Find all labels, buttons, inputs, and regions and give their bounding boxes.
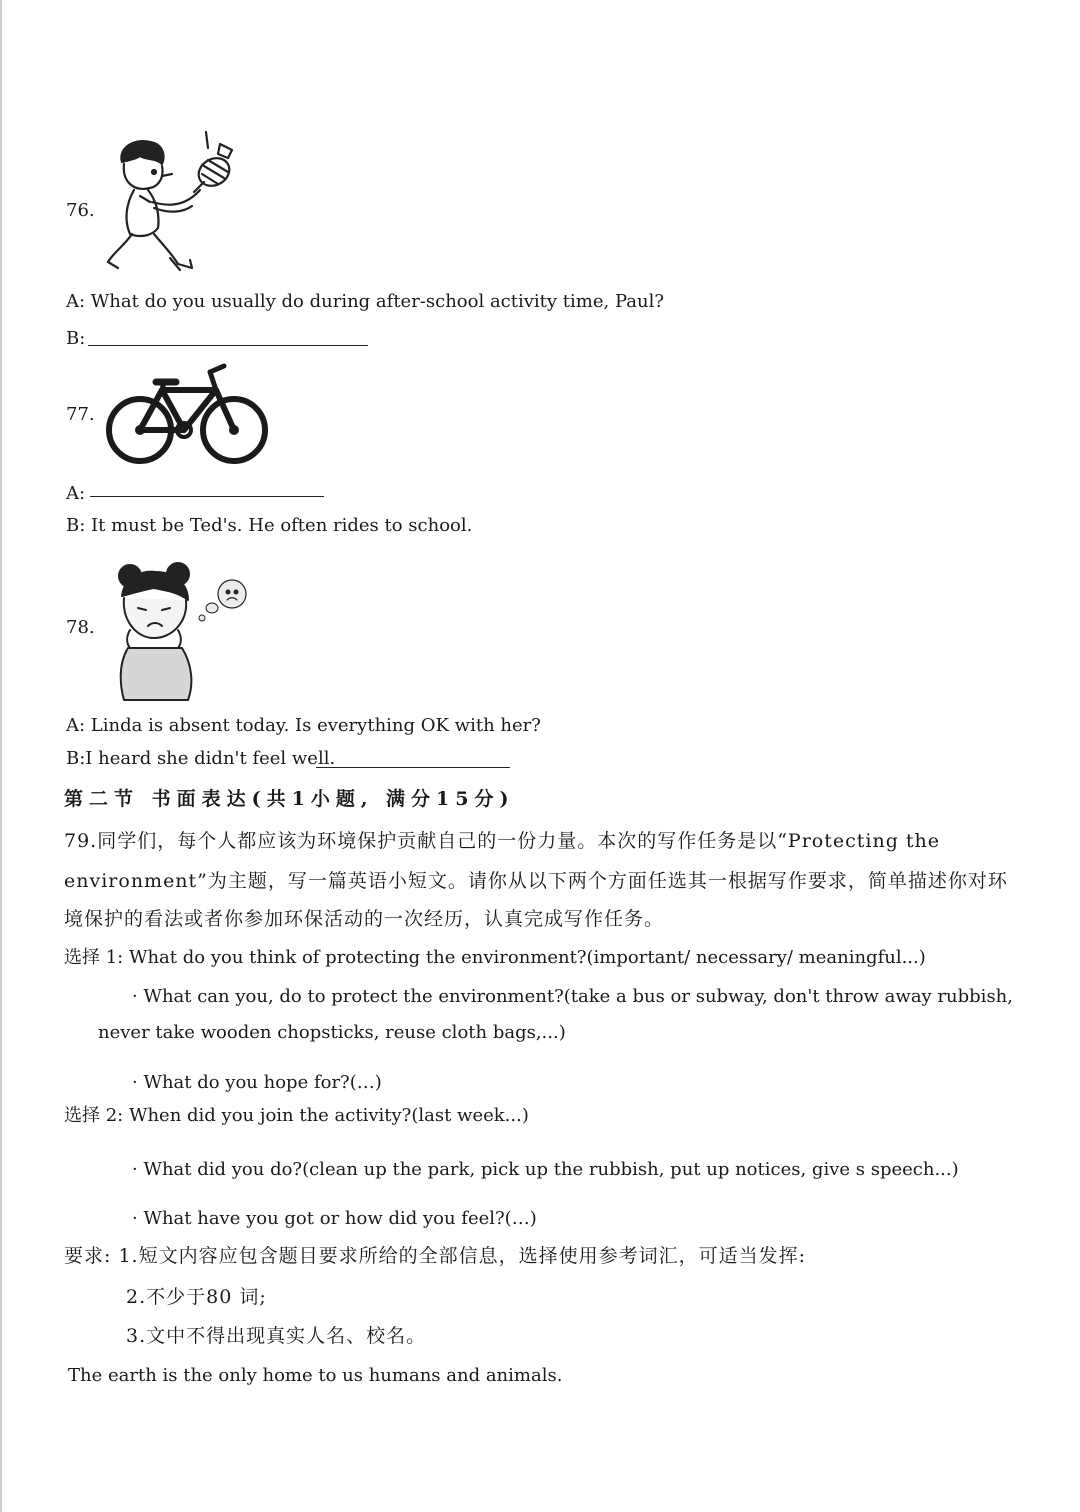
boy-playing-badminton-illustration <box>100 130 240 275</box>
choice-1-bullet-3: · What do you hope for?(…) <box>132 1072 382 1093</box>
page-edge <box>0 0 2 1512</box>
opening-sentence: The earth is the only home to us humans and animals. <box>68 1365 563 1386</box>
question-76-b-label: B: <box>66 328 86 349</box>
choice-1-bullet-2b: never take wooden chopsticks, reuse cloth bags,...) <box>98 1022 566 1043</box>
question-76-number: 76. <box>66 200 95 221</box>
question-77-a-label: A: <box>66 483 86 504</box>
question-78-b-line: B:I heard she didn't feel well. <box>66 748 336 769</box>
question-78-answer-blank[interactable] <box>316 749 510 768</box>
choice-1-bullet-2a: · What can you, do to protect the environment?(take a bus or subway, don't throw away rubbish, <box>132 986 1013 1007</box>
question-78-number: 78. <box>66 617 95 638</box>
bicycle-illustration <box>104 360 270 466</box>
choice-2-bullet-3: · What have you got or how did you feel?(…) <box>132 1208 537 1229</box>
requirement-1: 要求: 1.短文内容应包含题目要求所给的全部信息，选择使用参考词汇，可适当发挥: <box>64 1245 806 1267</box>
question-77-b-line: B: It must be Ted's. He often rides to school. <box>66 515 473 536</box>
question-76-answer-blank[interactable] <box>88 327 368 346</box>
sick-girl-illustration <box>108 560 254 704</box>
choice-1-heading: 选择 1: What do you think of protecting the environment?(important/ necessary/ meaningful...) <box>64 947 926 968</box>
question-78-a-line: A: Linda is absent today. Is everything OK with her? <box>66 715 541 736</box>
question-77-answer-blank[interactable] <box>90 478 324 497</box>
choice-2-heading: 选择 2: When did you join the activity?(last week...) <box>64 1105 529 1126</box>
section-heading: 第二节 书面表达(共1小题, 满分15分) <box>64 788 515 810</box>
question-79-line-2: environment”为主题，写一篇英语小短文。请你从以下两个方面任选其一根据写作要求，简单描述你对环 <box>64 870 1008 892</box>
requirement-3: 3.文中不得出现真实人名、校名。 <box>126 1325 427 1347</box>
question-79-line-3: 境保护的看法或者你参加环保活动的一次经历，认真完成写作任务。 <box>64 908 665 930</box>
question-77-number: 77. <box>66 404 95 425</box>
question-79-line-1: 79.同学们，每个人都应该为环境保护贡献自己的一份力量。本次的写作任务是以“Protecting the <box>64 830 941 852</box>
choice-2-bullet-2: · What did you do?(clean up the park, pick up the rubbish, put up notices, give s speech...) <box>132 1159 959 1180</box>
requirement-2: 2.不少于80 词; <box>126 1286 267 1308</box>
question-76-a-line: A: What do you usually do during after-school activity time, Paul? <box>66 291 664 312</box>
